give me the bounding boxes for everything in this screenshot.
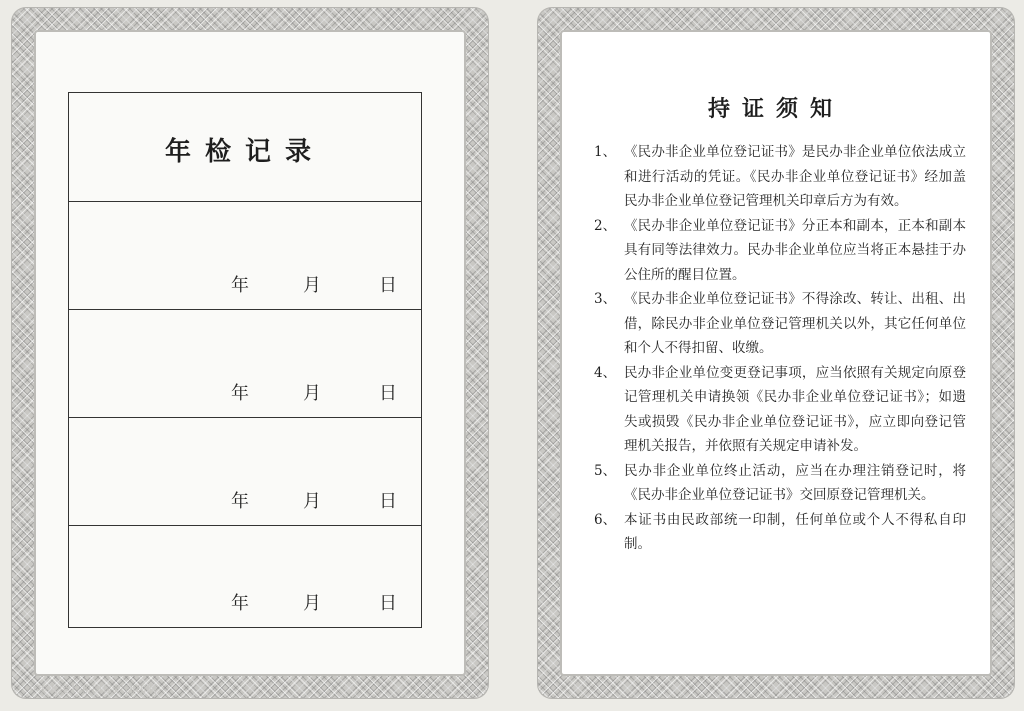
notice-item xyxy=(594,508,966,557)
month-label: 月 xyxy=(303,593,321,614)
month-label: 月 xyxy=(303,383,321,404)
table-row xyxy=(69,201,421,309)
notice-text: 本证书由民政部统一印制，任何单位或个人不得私自印制。 xyxy=(624,511,966,552)
notice-item xyxy=(594,287,966,361)
notice-number: 3、 xyxy=(594,291,617,307)
footer-note: 中华人民共和国民政部印制 xyxy=(26,685,158,696)
notice-item xyxy=(594,140,966,214)
notice-number: 1、 xyxy=(594,144,617,160)
notice-text: 《民办非企业单位登记证书》是民办非企业单位依法成立和进行活动的凭证。《民办非企业单位登记证书》经加盖民办非企业单位登记管理机关印章后方为有效。 xyxy=(624,144,966,209)
day-label: 日 xyxy=(379,275,397,296)
notice-number: 2、 xyxy=(594,217,617,234)
day-label: 日 xyxy=(379,593,397,614)
notice-item xyxy=(594,361,966,459)
notice-item xyxy=(594,214,966,288)
notice-list xyxy=(594,140,966,557)
notice-number: 5、 xyxy=(594,462,617,479)
notice-item xyxy=(594,459,966,508)
notice-text: 民办非企业单位变更登记事项，应当依照有关规定向原登记管理机关申请换领《民办非企业单位登记证书》；如遗失或损毁《民办非企业单位登记证书》，应立即向登记管理机关报告，并依照有关规定申请补发。 xyxy=(624,364,966,454)
year-label: 年 xyxy=(231,593,249,614)
notice-text: 民办非企业单位终止活动，应当在办理注销登记时，将《民办非企业单位登记证书》交回原登记管理机关。 xyxy=(624,462,966,503)
date-line xyxy=(231,487,421,515)
page-title: 年检记录 xyxy=(164,137,325,167)
table-row xyxy=(69,525,421,627)
table-row xyxy=(69,93,421,201)
notice-text: 《民办非企业单位登记证书》分正本和副本，正本和副本具有同等法律效力。民办非企业单位应当将正本悬挂于办公住所的醒目位置。 xyxy=(624,217,966,283)
annual-inspection-page xyxy=(12,8,488,698)
year-label: 年 xyxy=(231,383,249,404)
date-line xyxy=(231,589,421,617)
notice-title: 持证须知 xyxy=(707,96,844,122)
table-row xyxy=(69,309,421,417)
notice-number: 6、 xyxy=(594,511,617,528)
page-paper xyxy=(562,32,990,674)
annual-inspection-table xyxy=(68,92,422,628)
date-line xyxy=(231,379,421,407)
notice-number: 4、 xyxy=(594,364,617,381)
year-label: 年 xyxy=(231,275,249,296)
year-label: 年 xyxy=(231,491,249,512)
certificate-notice-page xyxy=(538,8,1014,698)
month-label: 月 xyxy=(303,275,321,296)
month-label: 月 xyxy=(303,491,321,512)
notice-text: 《民办非企业单位登记证书》不得涂改、转让、出租、出借，除民办非企业单位登记管理机关以外，其它任何单位和个人不得扣留、收缴。 xyxy=(624,291,966,356)
day-label: 日 xyxy=(379,491,397,512)
table-row xyxy=(69,417,421,525)
day-label: 日 xyxy=(379,383,397,404)
date-line xyxy=(231,271,421,299)
page-paper xyxy=(36,32,464,674)
